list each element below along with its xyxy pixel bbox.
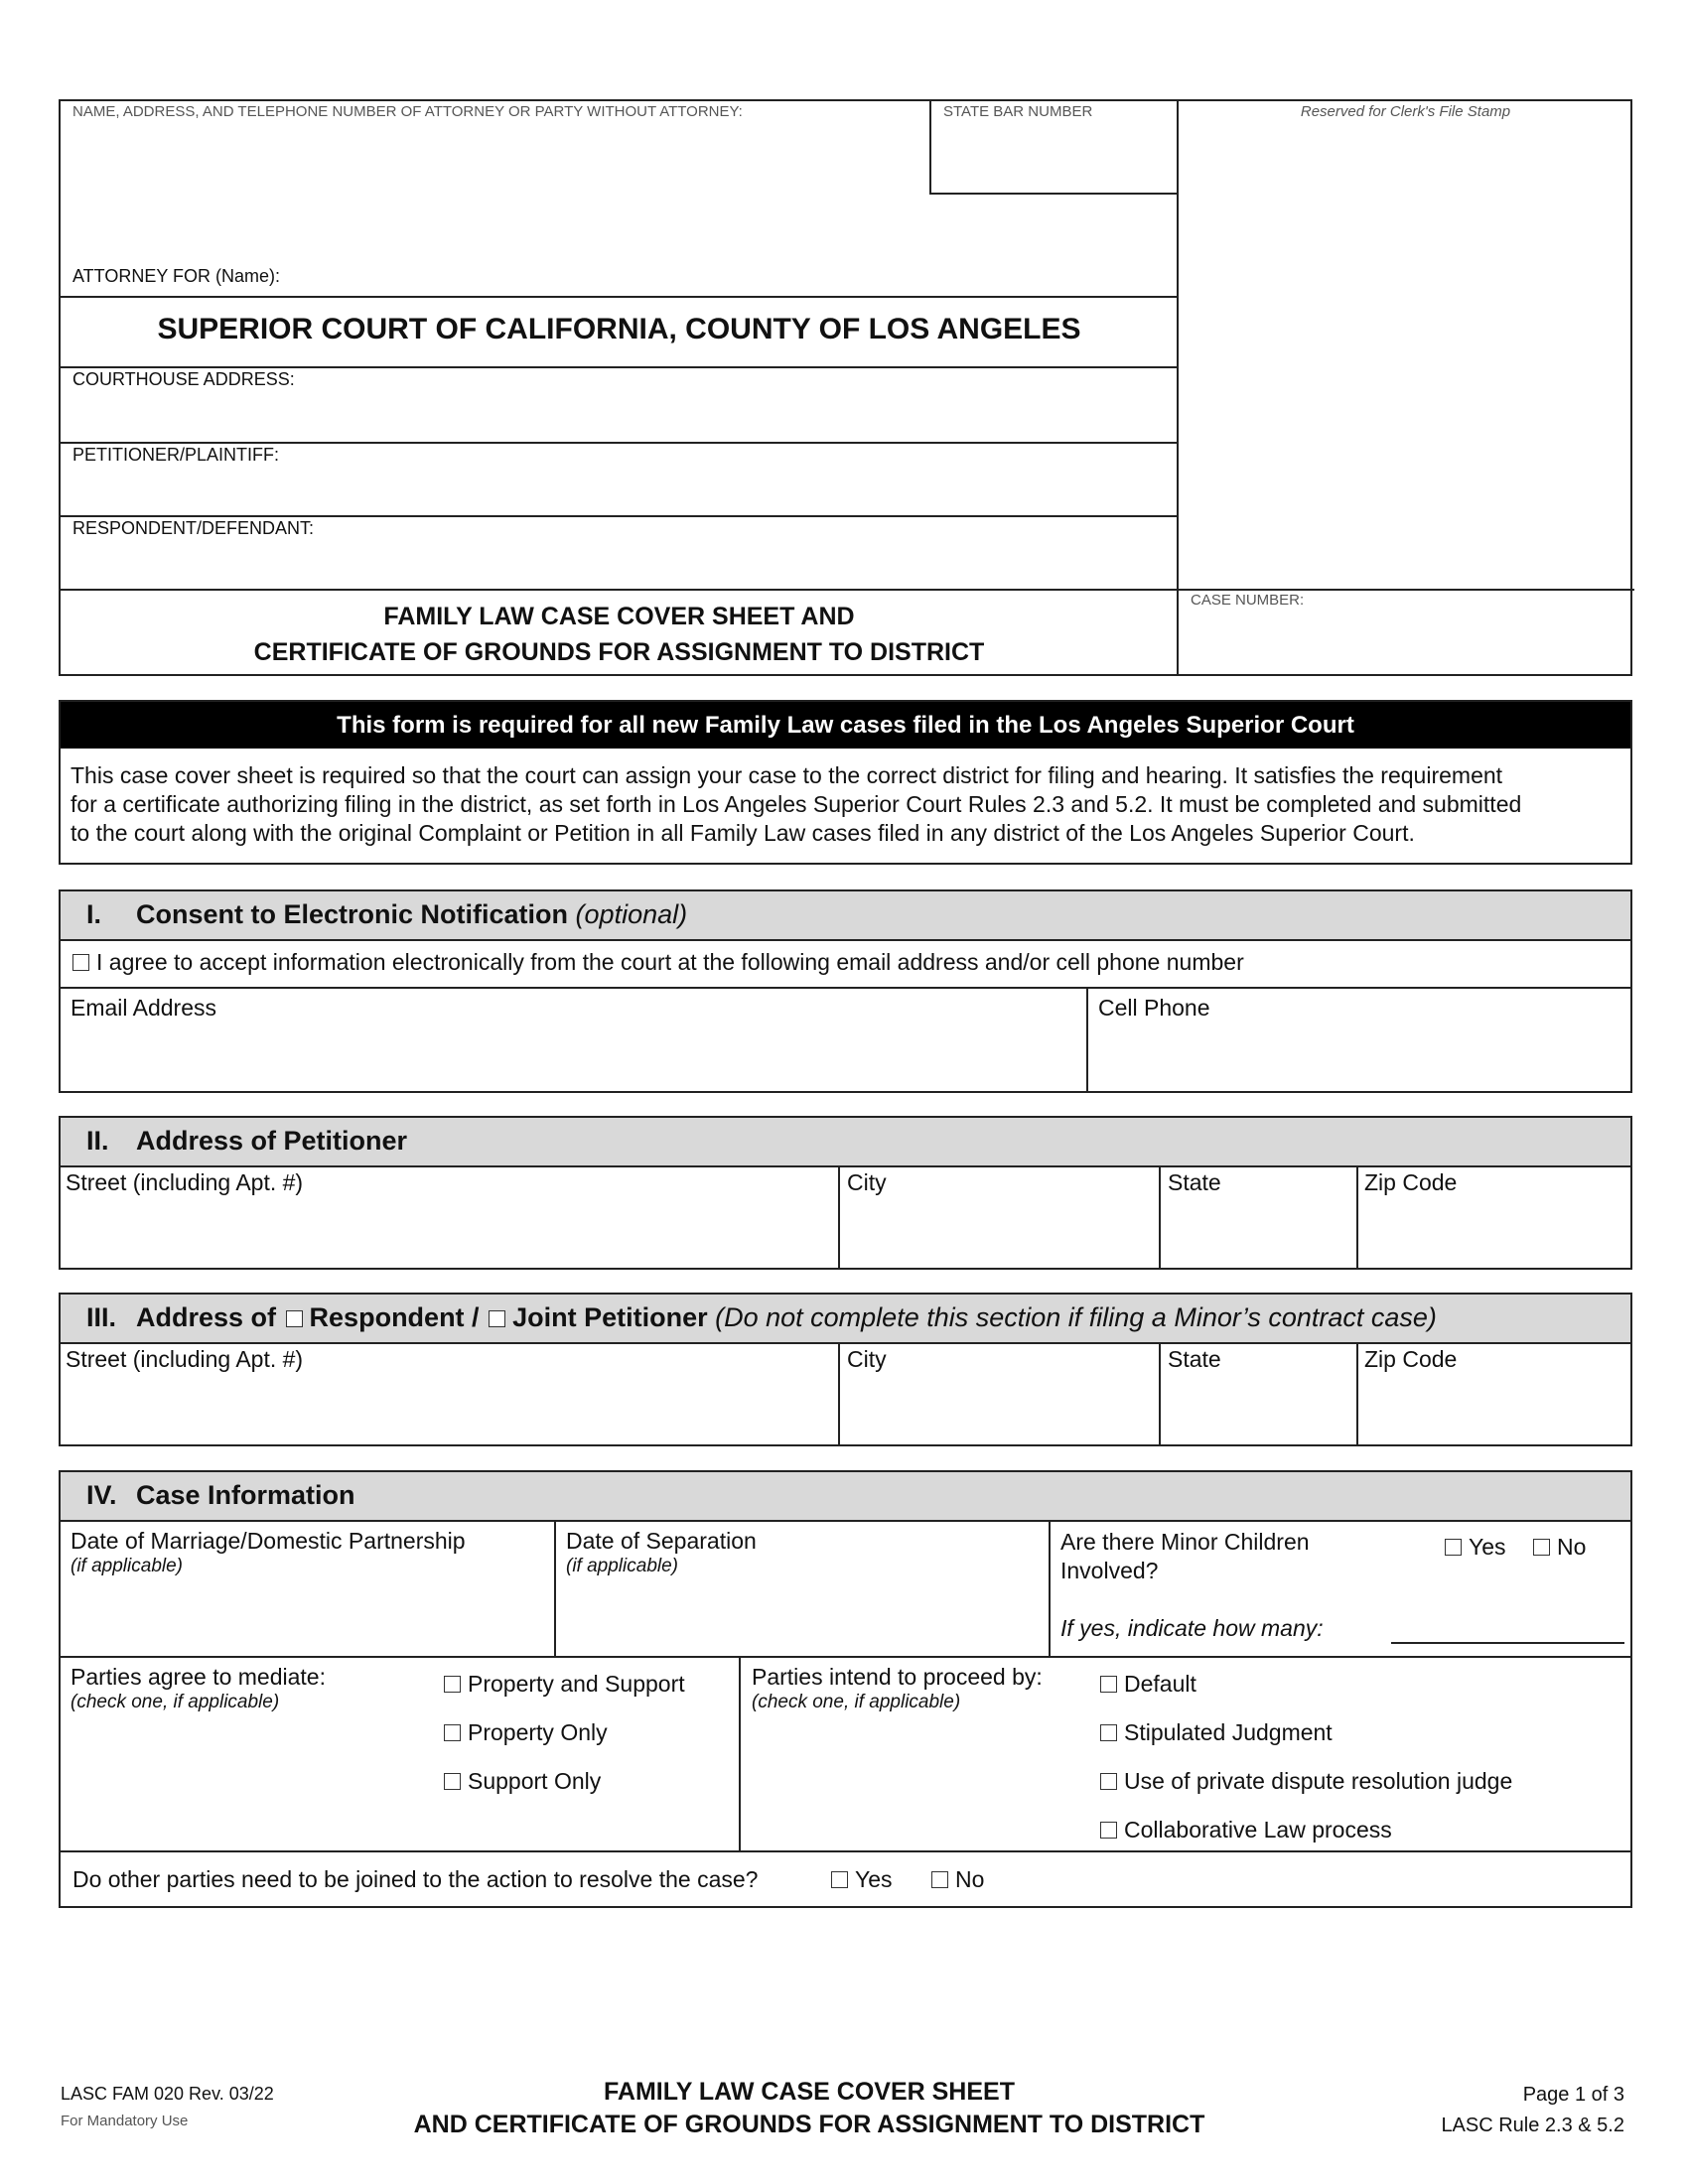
state-bar-box[interactable] (929, 101, 1179, 195)
petitioner-state-field[interactable] (1168, 1169, 1351, 1265)
how-many-input[interactable] (1391, 1616, 1624, 1644)
section-3-number: III. (86, 1302, 117, 1332)
minor-no-option[interactable] (1533, 1534, 1586, 1561)
mediate-option-label: Property and Support (468, 1671, 685, 1697)
form-title-1: FAMILY LAW CASE COVER SHEET AND (383, 603, 855, 630)
petitioner-street-field[interactable] (66, 1169, 830, 1265)
separation-date-field[interactable] (566, 1528, 1043, 1652)
respondent-street-field[interactable] (66, 1346, 830, 1441)
proceed-option[interactable] (1100, 1719, 1333, 1746)
section-2-header (61, 1118, 1630, 1165)
street-label: Street (including Apt. #) (66, 1169, 304, 1195)
respondent-label: RESPONDENT/DEFENDANT: (72, 518, 315, 538)
cell-phone-field[interactable] (1098, 995, 1624, 1090)
minor-yes-option[interactable] (1445, 1534, 1506, 1561)
joined-yes-checkbox[interactable] (831, 1871, 848, 1888)
section-4-title: Case Information (136, 1480, 355, 1510)
mediate-option-label: Property Only (468, 1719, 608, 1745)
caption-block (59, 99, 1632, 676)
section-2 (59, 1116, 1632, 1270)
proceed-sub: (check one, if applicable) (752, 1692, 961, 1712)
minor-q-line-2: Involved? (1060, 1558, 1159, 1583)
city-label: City (847, 1346, 887, 1372)
proceed-label: Parties intend to proceed by: (752, 1664, 1043, 1690)
proceed-question (752, 1664, 1043, 1713)
footer-title-1: FAMILY LAW CASE COVER SHEET (604, 2078, 1015, 2106)
minor-no-label: No (1557, 1534, 1587, 1560)
separation-sub: (if applicable) (566, 1556, 678, 1576)
cell-phone-label: Cell Phone (1098, 995, 1210, 1021)
joint-petitioner-checkbox[interactable] (489, 1310, 505, 1327)
proceed-option[interactable] (1100, 1671, 1196, 1698)
section-4-header (61, 1472, 1630, 1520)
courthouse-label: COURTHOUSE ADDRESS: (72, 369, 295, 389)
marriage-label: Date of Marriage/Domestic Partnership (70, 1528, 466, 1554)
section-3-title: Address of (136, 1302, 277, 1332)
consent-row (72, 949, 1244, 976)
checkbox[interactable] (1100, 1724, 1117, 1741)
notice-banner: This form is required for all new Family Law cases filed in the Los Angeles Superior Court (61, 702, 1630, 749)
joined-no-checkbox[interactable] (931, 1871, 948, 1888)
form-title-2: CERTIFICATE OF GROUNDS FOR ASSIGNMENT TO DISTRICT (253, 638, 985, 666)
petitioner-city-field[interactable] (847, 1169, 1155, 1265)
joint-petitioner-option: Joint Petitioner (512, 1302, 708, 1332)
checkbox[interactable] (444, 1676, 461, 1693)
street-label: Street (including Apt. #) (66, 1346, 304, 1372)
form-id: LASC FAM 020 Rev. 03/22 (61, 2084, 274, 2104)
court-title: SUPERIOR COURT OF CALIFORNIA, COUNTY OF LOS ANGELES (157, 313, 1081, 345)
proceed-option-label: Stipulated Judgment (1124, 1719, 1333, 1745)
joined-question: Do other parties need to be joined to the action to resolve the case? (72, 1866, 759, 1892)
marriage-sub: (if applicable) (70, 1556, 183, 1576)
notice-line-3: to the court along with the original Complaint or Petition in all Family Law cases filed in any district of the Los Angeles Superior Court. (70, 820, 1415, 846)
mediate-option-label: Support Only (468, 1768, 602, 1794)
notice-line-1: This case cover sheet is required so that the court can assign your case to the correct district for filing and hearing. It satisfies the requirement (70, 762, 1503, 788)
mediate-option[interactable] (444, 1768, 601, 1795)
proceed-option-label: Collaborative Law process (1124, 1817, 1392, 1843)
mandatory-use: For Mandatory Use (61, 2113, 189, 2129)
section-1-number: I. (86, 899, 102, 929)
notice-box (59, 700, 1632, 865)
section-4 (59, 1470, 1632, 1908)
proceed-option-label: Use of private dispute resolution judge (1124, 1768, 1513, 1794)
joined-no-label: No (955, 1866, 985, 1892)
minor-no-checkbox[interactable] (1533, 1539, 1550, 1556)
section-2-title: Address of Petitioner (136, 1126, 408, 1156)
how-many-label: If yes, indicate how many: (1060, 1615, 1324, 1641)
state-label: State (1168, 1169, 1221, 1195)
minor-q-line-1: Are there Minor Children (1060, 1529, 1310, 1555)
minor-yes-checkbox[interactable] (1445, 1539, 1462, 1556)
joined-no-option[interactable] (931, 1866, 984, 1893)
checkbox[interactable] (1100, 1773, 1117, 1790)
consent-text: I agree to accept information electronically from the court at the following email address and/or cell phone number (96, 949, 1244, 975)
respondent-zip-field[interactable] (1364, 1346, 1627, 1441)
page-number: Page 1 of 3 (1522, 2084, 1624, 2106)
section-1-header (61, 891, 1630, 939)
attorney-for-label: ATTORNEY FOR (Name): (72, 266, 281, 286)
checkbox[interactable] (444, 1773, 461, 1790)
respondent-checkbox[interactable] (286, 1310, 303, 1327)
respondent-city-field[interactable] (847, 1346, 1155, 1441)
section-1 (59, 889, 1632, 1093)
zip-label: Zip Code (1364, 1346, 1458, 1372)
state-bar-label: STATE BAR NUMBER (943, 103, 1093, 120)
mediate-question (70, 1664, 326, 1713)
minor-children-question (1060, 1528, 1310, 1585)
section-3-note: (Do not complete this section if filing a Minor’s contract case) (715, 1302, 1437, 1332)
proceed-option-label: Default (1124, 1671, 1196, 1697)
notice-line-2: for a certificate authorizing filing in the district, as set forth in Los Angeles Superior Court Rules 2.3 and 5.2. It must be completed and submitted (70, 791, 1522, 817)
mediate-label: Parties agree to mediate: (70, 1664, 326, 1690)
section-1-title: Consent to Electronic Notification (136, 899, 569, 929)
email-field[interactable] (70, 995, 1083, 1090)
city-label: City (847, 1169, 887, 1195)
joined-yes-option[interactable] (831, 1866, 893, 1893)
checkbox[interactable] (444, 1724, 461, 1741)
petitioner-label: PETITIONER/PLAINTIFF: (72, 445, 280, 465)
section-4-number: IV. (86, 1480, 117, 1510)
section-3-header (61, 1295, 1630, 1342)
section-2-number: II. (86, 1126, 109, 1156)
zip-label: Zip Code (1364, 1169, 1458, 1195)
court-rule: LASC Rule 2.3 & 5.2 (1441, 2115, 1624, 2136)
proceed-option[interactable] (1100, 1768, 1512, 1795)
mediate-option[interactable] (444, 1719, 608, 1746)
case-number-label: CASE NUMBER: (1191, 592, 1305, 609)
petitioner-zip-field[interactable] (1364, 1169, 1627, 1265)
consent-checkbox[interactable] (72, 954, 89, 971)
attorney-label: NAME, ADDRESS, AND TELEPHONE NUMBER OF ATTORNEY OR PARTY WITHOUT ATTORNEY: (72, 103, 743, 120)
section-1-optional: (optional) (575, 899, 688, 929)
checkbox[interactable] (1100, 1822, 1117, 1839)
section-3 (59, 1293, 1632, 1446)
joined-yes-label: Yes (855, 1866, 893, 1892)
proceed-option[interactable] (1100, 1817, 1392, 1843)
clerk-stamp-label: Reserved for Clerk's File Stamp (1300, 103, 1511, 120)
respondent-state-field[interactable] (1168, 1346, 1351, 1441)
checkbox[interactable] (1100, 1676, 1117, 1693)
mediate-sub: (check one, if applicable) (70, 1692, 280, 1712)
separation-label: Date of Separation (566, 1528, 757, 1554)
footer-title-2: AND CERTIFICATE OF GROUNDS FOR ASSIGNMENT TO DISTRICT (413, 2111, 1205, 2138)
minor-yes-label: Yes (1469, 1534, 1506, 1560)
marriage-date-field[interactable] (70, 1528, 547, 1652)
respondent-option: Respondent / (309, 1302, 480, 1332)
state-label: State (1168, 1346, 1221, 1372)
email-label: Email Address (70, 995, 217, 1021)
mediate-option[interactable] (444, 1671, 685, 1698)
